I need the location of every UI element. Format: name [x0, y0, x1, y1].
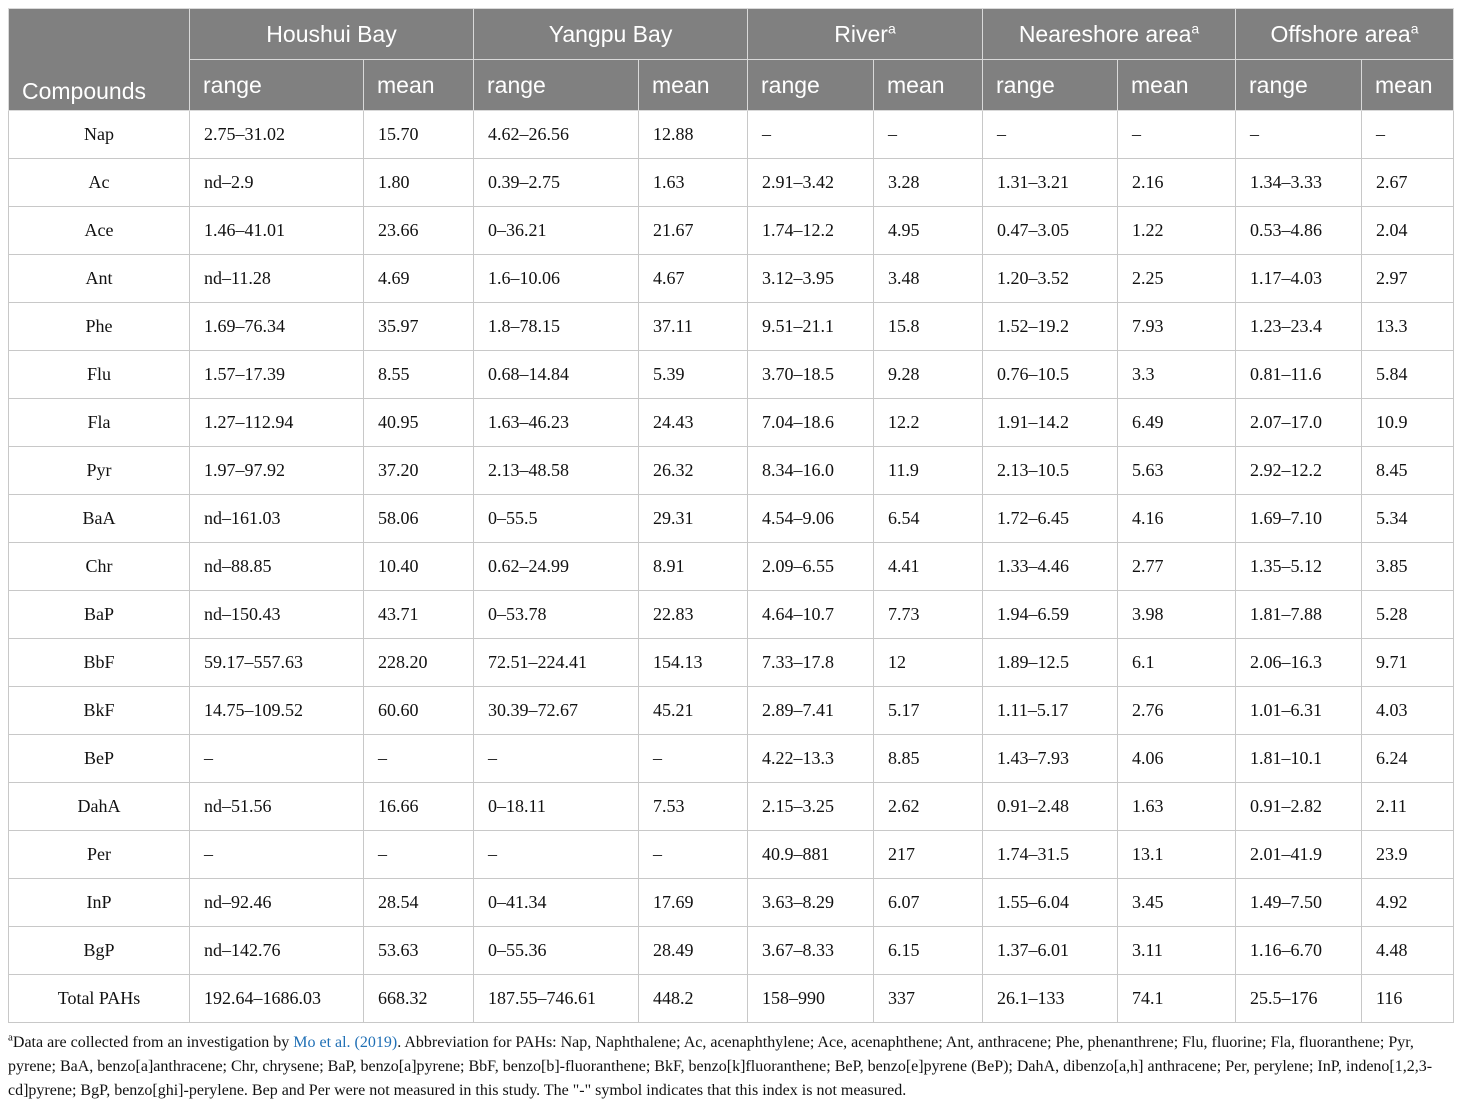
mean-cell: – — [874, 111, 983, 159]
table-row — [9, 927, 1454, 975]
range-cell: 0.47–3.05 — [983, 207, 1118, 255]
range-cell: nd–51.56 — [190, 783, 364, 831]
mean-cell: 4.06 — [1118, 735, 1236, 783]
mean-cell: 4.95 — [874, 207, 983, 255]
mean-cell: 1.80 — [364, 159, 474, 207]
range-cell: 1.6–10.06 — [474, 255, 639, 303]
table-row — [9, 255, 1454, 303]
range-cell: 1.52–19.2 — [983, 303, 1118, 351]
mean-cell: 26.32 — [639, 447, 748, 495]
mean-cell: 43.71 — [364, 591, 474, 639]
mean-cell: 4.16 — [1118, 495, 1236, 543]
range-cell: 2.92–12.2 — [1236, 447, 1362, 495]
mean-cell: 8.85 — [874, 735, 983, 783]
reference-link[interactable]: Mo et al. (2019) — [293, 1034, 398, 1051]
range-cell: 4.64–10.7 — [748, 591, 874, 639]
table-row — [9, 495, 1454, 543]
mean-cell: 3.3 — [1118, 351, 1236, 399]
mean-cell: 5.63 — [1118, 447, 1236, 495]
table-row — [9, 399, 1454, 447]
range-cell: 1.89–12.5 — [983, 639, 1118, 687]
range-cell: 0.91–2.82 — [1236, 783, 1362, 831]
range-cell: 0–18.11 — [474, 783, 639, 831]
mean-header: mean — [1362, 60, 1454, 111]
range-cell: 2.06–16.3 — [1236, 639, 1362, 687]
compound-name: Flu — [9, 351, 190, 399]
range-cell: 1.37–6.01 — [983, 927, 1118, 975]
range-cell: 1.01–6.31 — [1236, 687, 1362, 735]
group-header-river: River$^a$ — [748, 9, 983, 60]
compound-name: BbF — [9, 639, 190, 687]
mean-cell: – — [639, 735, 748, 783]
range-cell: 0.76–10.5 — [983, 351, 1118, 399]
table-row — [9, 543, 1454, 591]
mean-cell: 668.32 — [364, 975, 474, 1023]
mean-cell: 116 — [1362, 975, 1454, 1023]
mean-header: mean — [1118, 60, 1236, 111]
range-cell: 0–36.21 — [474, 207, 639, 255]
compound-name: BgP — [9, 927, 190, 975]
mean-cell: 5.28 — [1362, 591, 1454, 639]
range-cell: 0.53–4.86 — [1236, 207, 1362, 255]
mean-header: mean — [364, 60, 474, 111]
table-row — [9, 879, 1454, 927]
mean-cell: – — [364, 735, 474, 783]
compound-name: Ant — [9, 255, 190, 303]
table-row — [9, 591, 1454, 639]
range-cell: 158–990 — [748, 975, 874, 1023]
mean-cell: – — [1362, 111, 1454, 159]
mean-cell: 23.66 — [364, 207, 474, 255]
compound-name: Per — [9, 831, 190, 879]
range-cell: 26.1–133 — [983, 975, 1118, 1023]
range-cell: 1.69–76.34 — [190, 303, 364, 351]
compound-name: Pyr — [9, 447, 190, 495]
mean-cell: 1.63 — [639, 159, 748, 207]
mean-cell: 2.77 — [1118, 543, 1236, 591]
range-cell: 4.62–26.56 — [474, 111, 639, 159]
mean-cell: 3.28 — [874, 159, 983, 207]
range-cell: 1.94–6.59 — [983, 591, 1118, 639]
range-cell: 1.46–41.01 — [190, 207, 364, 255]
range-cell: 2.13–48.58 — [474, 447, 639, 495]
mean-cell: 7.93 — [1118, 303, 1236, 351]
compound-name: BaP — [9, 591, 190, 639]
table-body — [9, 111, 1454, 1023]
range-cell: 1.35–5.12 — [1236, 543, 1362, 591]
range-cell: 1.16–6.70 — [1236, 927, 1362, 975]
mean-cell: 45.21 — [639, 687, 748, 735]
compound-name: BaA — [9, 495, 190, 543]
mean-cell: 12.2 — [874, 399, 983, 447]
range-cell: 2.07–17.0 — [1236, 399, 1362, 447]
compound-name: Chr — [9, 543, 190, 591]
range-cell: 187.55–746.61 — [474, 975, 639, 1023]
range-cell: 0–55.5 — [474, 495, 639, 543]
range-header: range — [748, 60, 874, 111]
range-header: range — [474, 60, 639, 111]
table-row — [9, 447, 1454, 495]
range-cell: 0.81–11.6 — [1236, 351, 1362, 399]
mean-cell: 4.48 — [1362, 927, 1454, 975]
range-cell: 25.5–176 — [1236, 975, 1362, 1023]
mean-cell: 9.28 — [874, 351, 983, 399]
range-cell: 0.68–14.84 — [474, 351, 639, 399]
mean-header: mean — [874, 60, 983, 111]
range-cell: nd–11.28 — [190, 255, 364, 303]
mean-cell: 228.20 — [364, 639, 474, 687]
mean-cell: 11.9 — [874, 447, 983, 495]
mean-cell: 6.07 — [874, 879, 983, 927]
compound-name: Ace — [9, 207, 190, 255]
mean-cell: 2.97 — [1362, 255, 1454, 303]
range-cell: 9.51–21.1 — [748, 303, 874, 351]
mean-cell: 12 — [874, 639, 983, 687]
range-cell: – — [983, 111, 1118, 159]
range-cell: 7.33–17.8 — [748, 639, 874, 687]
mean-cell: 2.25 — [1118, 255, 1236, 303]
mean-cell: 35.97 — [364, 303, 474, 351]
mean-cell: 15.8 — [874, 303, 983, 351]
range-cell: 2.91–3.42 — [748, 159, 874, 207]
compound-name: Fla — [9, 399, 190, 447]
mean-cell: 37.20 — [364, 447, 474, 495]
mean-cell: 15.70 — [364, 111, 474, 159]
range-cell: 1.55–6.04 — [983, 879, 1118, 927]
range-cell: 3.67–8.33 — [748, 927, 874, 975]
range-header: range — [190, 60, 364, 111]
mean-cell: 2.76 — [1118, 687, 1236, 735]
table-row — [9, 159, 1454, 207]
mean-cell: 3.48 — [874, 255, 983, 303]
footnote-text-body: . Abbreviation for PAHs: Nap, Naphthalene; Ac, acenaphthylene; Ace, acenaphthene; Ant, anthracene; Phe, phenanthrene; Flu, fluorine; Fla, fluoranthene; Pyr, pyrene; BaA, benzo[a]anthracene; Chr, chrysene; BaP, benzo[a]pyrene; BbF, benzo[b]-fluoranthene; BkF, benzo[k]fluoranthene; BeP, benzo[e]pyrene (BeP); DahA, dibenzo[a,h] anthracene; Per, perylene; InP, indeno[1,2,3-cd]pyrene; BgP, benzo[ghi]-perylene. Bep and Per were not measured in this study. The "-" symbol indicates that this index is not measured. — [8, 1034, 1433, 1099]
range-cell: 1.20–3.52 — [983, 255, 1118, 303]
mean-cell: 8.45 — [1362, 447, 1454, 495]
compound-name: BkF — [9, 687, 190, 735]
compound-name: DahA — [9, 783, 190, 831]
mean-cell: 23.9 — [1362, 831, 1454, 879]
range-cell: 30.39–72.67 — [474, 687, 639, 735]
range-cell: 14.75–109.52 — [190, 687, 364, 735]
mean-cell: 2.11 — [1362, 783, 1454, 831]
range-cell: 40.9–881 — [748, 831, 874, 879]
range-cell: 0.91–2.48 — [983, 783, 1118, 831]
range-cell: 7.04–18.6 — [748, 399, 874, 447]
footnote-marker: a — [8, 1031, 13, 1044]
range-cell: 4.54–9.06 — [748, 495, 874, 543]
range-cell: – — [190, 831, 364, 879]
compound-name: Phe — [9, 303, 190, 351]
mean-cell: 6.24 — [1362, 735, 1454, 783]
table-footnote — [8, 1031, 1453, 1103]
range-cell: 8.34–16.0 — [748, 447, 874, 495]
range-cell: 0–55.36 — [474, 927, 639, 975]
mean-cell: 1.22 — [1118, 207, 1236, 255]
group-header-nearshore-area: Neareshore area$^a$ — [983, 9, 1236, 60]
mean-cell: 16.66 — [364, 783, 474, 831]
range-cell: 1.81–7.88 — [1236, 591, 1362, 639]
range-cell: 1.81–10.1 — [1236, 735, 1362, 783]
mean-cell: 2.62 — [874, 783, 983, 831]
compounds-header: Compounds — [9, 9, 190, 111]
range-header: range — [1236, 60, 1362, 111]
mean-cell: 40.95 — [364, 399, 474, 447]
range-cell: 1.8–78.15 — [474, 303, 639, 351]
mean-header: mean — [639, 60, 748, 111]
range-cell: 1.91–14.2 — [983, 399, 1118, 447]
range-cell: 1.57–17.39 — [190, 351, 364, 399]
mean-cell: 448.2 — [639, 975, 748, 1023]
range-cell: 1.97–97.92 — [190, 447, 364, 495]
range-cell: 1.69–7.10 — [1236, 495, 1362, 543]
mean-cell: 217 — [874, 831, 983, 879]
range-cell: 1.33–4.46 — [983, 543, 1118, 591]
footnote-text-intro: Data are collected from an investigation by — [12, 1034, 294, 1051]
range-cell: 2.15–3.25 — [748, 783, 874, 831]
mean-cell: 22.83 — [639, 591, 748, 639]
compound-name: InP — [9, 879, 190, 927]
mean-cell: 4.92 — [1362, 879, 1454, 927]
compound-name: BeP — [9, 735, 190, 783]
range-cell: 3.70–18.5 — [748, 351, 874, 399]
range-cell: – — [748, 111, 874, 159]
mean-cell: 6.1 — [1118, 639, 1236, 687]
range-cell: nd–142.76 — [190, 927, 364, 975]
range-cell: 3.63–8.29 — [748, 879, 874, 927]
table-row — [9, 639, 1454, 687]
range-cell: 0.39–2.75 — [474, 159, 639, 207]
range-cell: 2.89–7.41 — [748, 687, 874, 735]
mean-cell: 337 — [874, 975, 983, 1023]
mean-cell: 5.84 — [1362, 351, 1454, 399]
range-cell: 2.13–10.5 — [983, 447, 1118, 495]
mean-cell: 4.67 — [639, 255, 748, 303]
mean-cell: 74.1 — [1118, 975, 1236, 1023]
group-header-yangpu-bay: Yangpu Bay — [474, 9, 748, 60]
range-cell: 72.51–224.41 — [474, 639, 639, 687]
range-cell: – — [190, 735, 364, 783]
range-cell: – — [474, 831, 639, 879]
pah-table — [8, 8, 1454, 1023]
mean-cell: 5.17 — [874, 687, 983, 735]
mean-cell: 1.63 — [1118, 783, 1236, 831]
table-row — [9, 351, 1454, 399]
mean-cell: 37.11 — [639, 303, 748, 351]
range-cell: – — [1236, 111, 1362, 159]
table-row — [9, 783, 1454, 831]
range-cell: 1.74–12.2 — [748, 207, 874, 255]
table-row — [9, 831, 1454, 879]
range-cell: 1.11–5.17 — [983, 687, 1118, 735]
range-cell: 1.43–7.93 — [983, 735, 1118, 783]
mean-cell: 60.60 — [364, 687, 474, 735]
mean-cell: 28.49 — [639, 927, 748, 975]
mean-cell: 6.49 — [1118, 399, 1236, 447]
range-cell: 1.27–112.94 — [190, 399, 364, 447]
mean-cell: – — [639, 831, 748, 879]
range-cell: 1.49–7.50 — [1236, 879, 1362, 927]
range-cell: 1.72–6.45 — [983, 495, 1118, 543]
table-row — [9, 975, 1454, 1023]
mean-cell: 8.91 — [639, 543, 748, 591]
range-cell: 1.34–3.33 — [1236, 159, 1362, 207]
mean-cell: 24.43 — [639, 399, 748, 447]
mean-cell: 7.73 — [874, 591, 983, 639]
group-header-houshui-bay: Houshui Bay — [190, 9, 474, 60]
mean-cell: 3.11 — [1118, 927, 1236, 975]
table-row — [9, 207, 1454, 255]
compound-name: Ac — [9, 159, 190, 207]
table-row — [9, 735, 1454, 783]
compound-name: Nap — [9, 111, 190, 159]
mean-cell: – — [1118, 111, 1236, 159]
range-cell: 2.01–41.9 — [1236, 831, 1362, 879]
range-cell: nd–161.03 — [190, 495, 364, 543]
mean-cell: 10.9 — [1362, 399, 1454, 447]
table-row — [9, 687, 1454, 735]
table-row — [9, 303, 1454, 351]
range-cell: 1.63–46.23 — [474, 399, 639, 447]
mean-cell: 10.40 — [364, 543, 474, 591]
mean-cell: 154.13 — [639, 639, 748, 687]
range-cell: nd–150.43 — [190, 591, 364, 639]
range-cell: 0.62–24.99 — [474, 543, 639, 591]
mean-cell: 5.34 — [1362, 495, 1454, 543]
mean-cell: 3.98 — [1118, 591, 1236, 639]
mean-cell: 3.45 — [1118, 879, 1236, 927]
mean-cell: 6.54 — [874, 495, 983, 543]
mean-cell: 13.3 — [1362, 303, 1454, 351]
range-cell: 1.74–31.5 — [983, 831, 1118, 879]
range-cell: 0–53.78 — [474, 591, 639, 639]
mean-cell: 7.53 — [639, 783, 748, 831]
mean-cell: 29.31 — [639, 495, 748, 543]
mean-cell: 5.39 — [639, 351, 748, 399]
mean-cell: 4.41 — [874, 543, 983, 591]
range-cell: 2.75–31.02 — [190, 111, 364, 159]
range-cell: 1.31–3.21 — [983, 159, 1118, 207]
mean-cell: 8.55 — [364, 351, 474, 399]
range-cell: 3.12–3.95 — [748, 255, 874, 303]
range-cell: 0–41.34 — [474, 879, 639, 927]
range-header: range — [983, 60, 1118, 111]
mean-cell: 9.71 — [1362, 639, 1454, 687]
mean-cell: 28.54 — [364, 879, 474, 927]
range-cell: 192.64–1686.03 — [190, 975, 364, 1023]
mean-cell: 53.63 — [364, 927, 474, 975]
mean-cell: 2.04 — [1362, 207, 1454, 255]
range-cell: 59.17–557.63 — [190, 639, 364, 687]
range-cell: nd–88.85 — [190, 543, 364, 591]
mean-cell: 2.16 — [1118, 159, 1236, 207]
mean-cell: 3.85 — [1362, 543, 1454, 591]
table-row — [9, 111, 1454, 159]
mean-cell: 6.15 — [874, 927, 983, 975]
mean-cell: 58.06 — [364, 495, 474, 543]
mean-cell: 4.69 — [364, 255, 474, 303]
range-cell: – — [474, 735, 639, 783]
range-cell: 4.22–13.3 — [748, 735, 874, 783]
mean-cell: 12.88 — [639, 111, 748, 159]
mean-cell: 2.67 — [1362, 159, 1454, 207]
table-container — [8, 8, 1453, 1103]
mean-cell: 4.03 — [1362, 687, 1454, 735]
mean-cell: 13.1 — [1118, 831, 1236, 879]
mean-cell: 17.69 — [639, 879, 748, 927]
range-cell: nd–2.9 — [190, 159, 364, 207]
mean-cell: – — [364, 831, 474, 879]
range-cell: 1.17–4.03 — [1236, 255, 1362, 303]
compound-name: Total PAHs — [9, 975, 190, 1023]
range-cell: 1.23–23.4 — [1236, 303, 1362, 351]
group-header-offshore-area: Offshore area$^a$ — [1236, 9, 1454, 60]
mean-cell: 21.67 — [639, 207, 748, 255]
range-cell: nd–92.46 — [190, 879, 364, 927]
range-cell: 2.09–6.55 — [748, 543, 874, 591]
